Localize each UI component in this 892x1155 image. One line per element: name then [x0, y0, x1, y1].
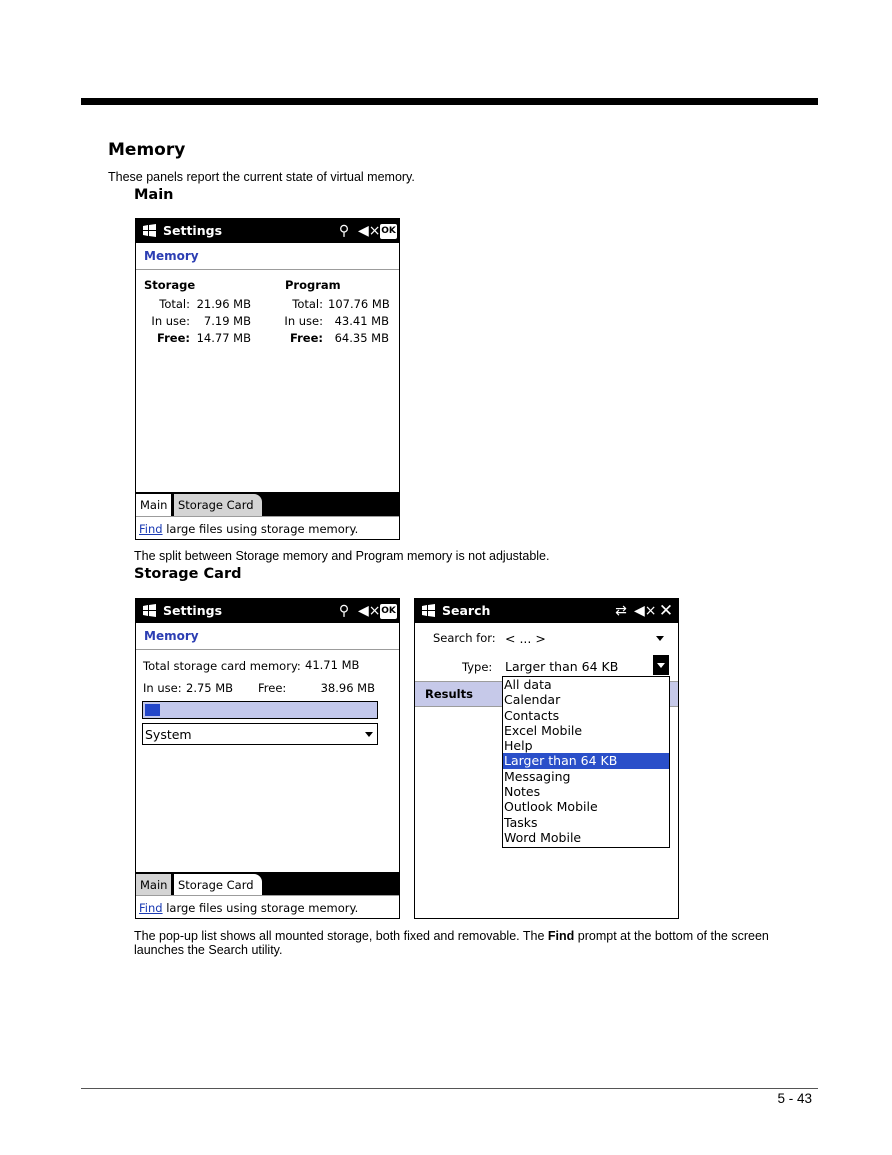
find-link[interactable]: Find [139, 901, 163, 915]
speaker-mute-icon[interactable]: ◀× [358, 603, 381, 619]
card-free-value: 38.96 MB [320, 681, 375, 695]
program-inuse-label: In use: [284, 314, 323, 328]
total-card-value: 41.71 MB [305, 658, 360, 672]
page-number: 5 - 43 [777, 1091, 812, 1106]
list-item[interactable]: Calendar [504, 692, 561, 708]
footnote-find: Find [547, 929, 575, 943]
card-inuse-value: 2.75 MB [186, 681, 234, 695]
tab-bar [136, 872, 399, 896]
top-rule [81, 98, 818, 105]
storage-inuse-value: 7.19 MB [203, 314, 251, 328]
search-for-value[interactable]: < ... > [505, 631, 546, 646]
type-dropdown-button[interactable] [653, 655, 669, 675]
results-label: Results [425, 687, 473, 701]
windows-logo-icon[interactable] [421, 603, 436, 618]
usage-progress-fill [145, 704, 160, 716]
window-title: Search [442, 603, 491, 618]
window-title: Settings [163, 603, 223, 618]
connectivity-icon[interactable]: ⚲ [338, 603, 350, 619]
program-free-value: 64.35 MB [334, 331, 389, 345]
connectivity-icon[interactable]: ⚲ [338, 223, 350, 239]
program-heading: Program [285, 278, 341, 292]
memory-header: Memory [144, 629, 199, 643]
total-card-label: Total storage card memory: [143, 659, 301, 673]
tab-storage-card[interactable]: Storage Card [174, 874, 262, 896]
usage-progress-bar [142, 701, 378, 719]
search-screen [414, 598, 679, 919]
card-free-label: Free: [258, 681, 287, 695]
ok-button[interactable]: OK [380, 604, 397, 619]
search-for-label: Search for: [433, 631, 496, 645]
storage-total-label: Total: [159, 297, 190, 311]
subheading-storage-card: Storage Card [134, 566, 242, 582]
storage-heading: Storage [144, 278, 196, 292]
tab-main[interactable]: Main [136, 874, 171, 896]
title-bar [136, 599, 399, 623]
footnote-part: prompt at the bottom of the screen [574, 929, 769, 943]
tab-main[interactable]: Main [136, 494, 171, 516]
ok-button[interactable]: OK [380, 224, 397, 239]
tab-storage-card[interactable]: Storage Card [174, 494, 262, 516]
footnote-part: launches the Search utility. [134, 943, 283, 957]
list-item[interactable]: Tasks [504, 814, 538, 830]
speaker-mute-icon[interactable]: ◀× [358, 223, 381, 239]
footnote [134, 929, 814, 957]
footnote-part: The pop-up list shows all mounted storage, both fixed and removable. The [134, 929, 548, 943]
list-item[interactable]: Word Mobile [504, 829, 582, 845]
type-label: Type: [462, 660, 493, 674]
list-item[interactable]: Notes [504, 784, 541, 800]
card-inuse-label: In use: [143, 681, 182, 695]
memory-main-screen [135, 218, 400, 540]
memory-header: Memory [144, 249, 199, 263]
list-item[interactable]: Outlook Mobile [504, 799, 598, 815]
program-total-label: Total: [292, 297, 323, 311]
program-free-label: Free: [290, 331, 323, 345]
storage-total-value: 21.96 MB [196, 297, 251, 311]
chevron-down-icon [365, 732, 373, 737]
storage-card-screen [135, 598, 400, 919]
title-bar [415, 599, 678, 623]
storage-free-value: 14.77 MB [196, 331, 251, 345]
tab-bar [136, 492, 399, 516]
find-bar [136, 895, 399, 918]
find-bar [136, 516, 399, 539]
section-heading: Memory [108, 140, 186, 160]
split-note: The split between Storage memory and Program memory is not adjustable. [134, 549, 550, 563]
storage-select[interactable] [142, 723, 378, 745]
title-bar [136, 219, 399, 243]
sync-arrows-icon[interactable]: ⇄ [615, 603, 627, 619]
find-link[interactable]: Find [139, 522, 163, 536]
list-item[interactable]: Help [504, 738, 533, 754]
list-item-selected[interactable]: Larger than 64 KB [503, 753, 669, 768]
subheading-main: Main [134, 187, 174, 203]
type-value[interactable]: Larger than 64 KB [505, 659, 619, 674]
program-inuse-value: 43.41 MB [334, 314, 389, 328]
window-title: Settings [163, 223, 223, 238]
list-item[interactable]: Contacts [504, 707, 560, 723]
bottom-rule [81, 1088, 818, 1089]
find-text: large files using storage memory. [162, 901, 359, 915]
page-header [136, 243, 399, 270]
chevron-down-icon[interactable] [656, 636, 664, 641]
intro-text: These panels report the current state of virtual memory. [108, 170, 415, 184]
storage-inuse-label: In use: [151, 314, 190, 328]
windows-logo-icon[interactable] [142, 603, 157, 618]
type-dropdown-list [502, 676, 670, 848]
windows-logo-icon[interactable] [142, 223, 157, 238]
list-item[interactable]: All data [504, 677, 552, 692]
chevron-down-icon [657, 663, 665, 668]
storage-select-value: System [145, 727, 192, 742]
list-item[interactable]: Excel Mobile [504, 722, 583, 738]
page-header [136, 623, 399, 650]
close-x-icon[interactable]: ✕ [658, 601, 674, 621]
storage-free-label: Free: [157, 331, 190, 345]
find-text: large files using storage memory. [162, 522, 359, 536]
speaker-mute-icon[interactable]: ◀× [634, 603, 657, 619]
program-total-value: 107.76 MB [328, 297, 390, 311]
list-item[interactable]: Messaging [504, 768, 571, 784]
